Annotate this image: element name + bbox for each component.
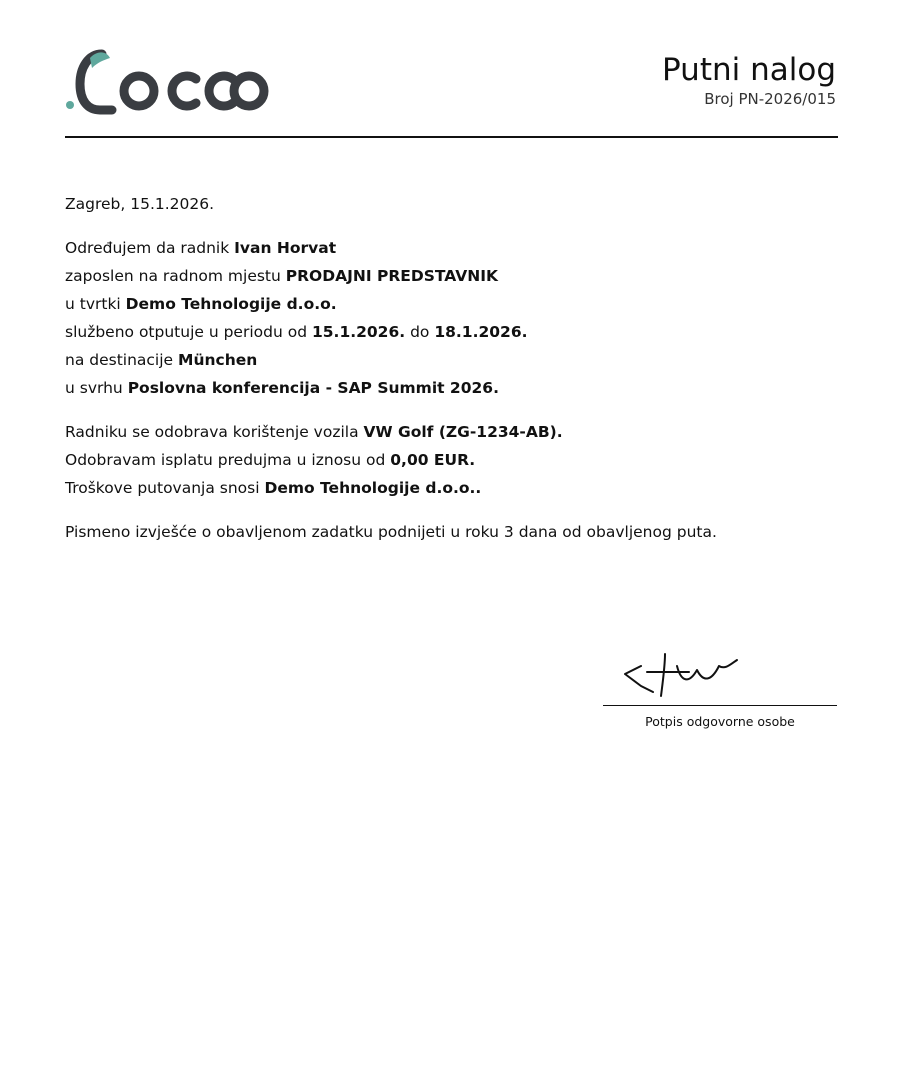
employee-name: Ivan Horvat <box>234 239 337 257</box>
header-divider <box>65 136 838 138</box>
advance-amount: 0,00 EUR. <box>390 451 476 469</box>
destination: München <box>178 351 258 369</box>
signature-image <box>619 648 769 700</box>
destination-line: na destinacije München <box>65 351 258 369</box>
vehicle: VW Golf (ZG-1234-AB). <box>363 423 563 441</box>
document-header <box>662 50 836 108</box>
advance-line: Odobravam isplatu predujma u iznosu od 0,00 EUR. <box>65 451 476 469</box>
costs-line: Troškove putovanja snosi Demo Tehnologije d.o.o.. <box>65 479 482 497</box>
period-to: 18.1.2026. <box>434 323 528 341</box>
report-line: Pismeno izvješće o obavljenom zadatku podnijeti u roku 3 dana od obavljenog puta. <box>65 523 717 541</box>
date-line: Zagreb, 15.1.2026. <box>65 195 215 213</box>
signature-line <box>603 705 837 706</box>
document-number: Broj PN-2026/015 <box>704 90 836 108</box>
document-title: Putni nalog <box>662 52 836 88</box>
purpose-line: u svrhu Poslovna konferencija - SAP Summit 2026. <box>65 379 499 397</box>
period-line: službeno otputuje u periodu od 15.1.2026. do 18.1.2026. <box>65 323 528 341</box>
costs-bearer: Demo Tehnologije d.o.o.. <box>264 479 482 497</box>
company-logo <box>62 46 272 118</box>
employee-line: Određujem da radnik Ivan Horvat <box>65 239 337 257</box>
vehicle-line: Radniku se odobrava korištenje vozila VW Golf (ZG-1234-AB). <box>65 423 563 441</box>
employee-position: PRODAJNI PREDSTAVNIK <box>285 267 498 285</box>
trip-purpose: Poslovna konferencija - SAP Summit 2026. <box>127 379 499 397</box>
position-line: zaposlen na radnom mjestu PRODAJNI PREDSTAVNIK <box>65 267 498 285</box>
order-body <box>65 190 845 546</box>
signature-block <box>603 648 837 729</box>
company-name: Demo Tehnologije d.o.o. <box>125 295 337 313</box>
signature-label: Potpis odgovorne osobe <box>645 714 795 729</box>
period-from: 15.1.2026. <box>311 323 406 341</box>
company-line: u tvrtki Demo Tehnologije d.o.o. <box>65 295 337 313</box>
